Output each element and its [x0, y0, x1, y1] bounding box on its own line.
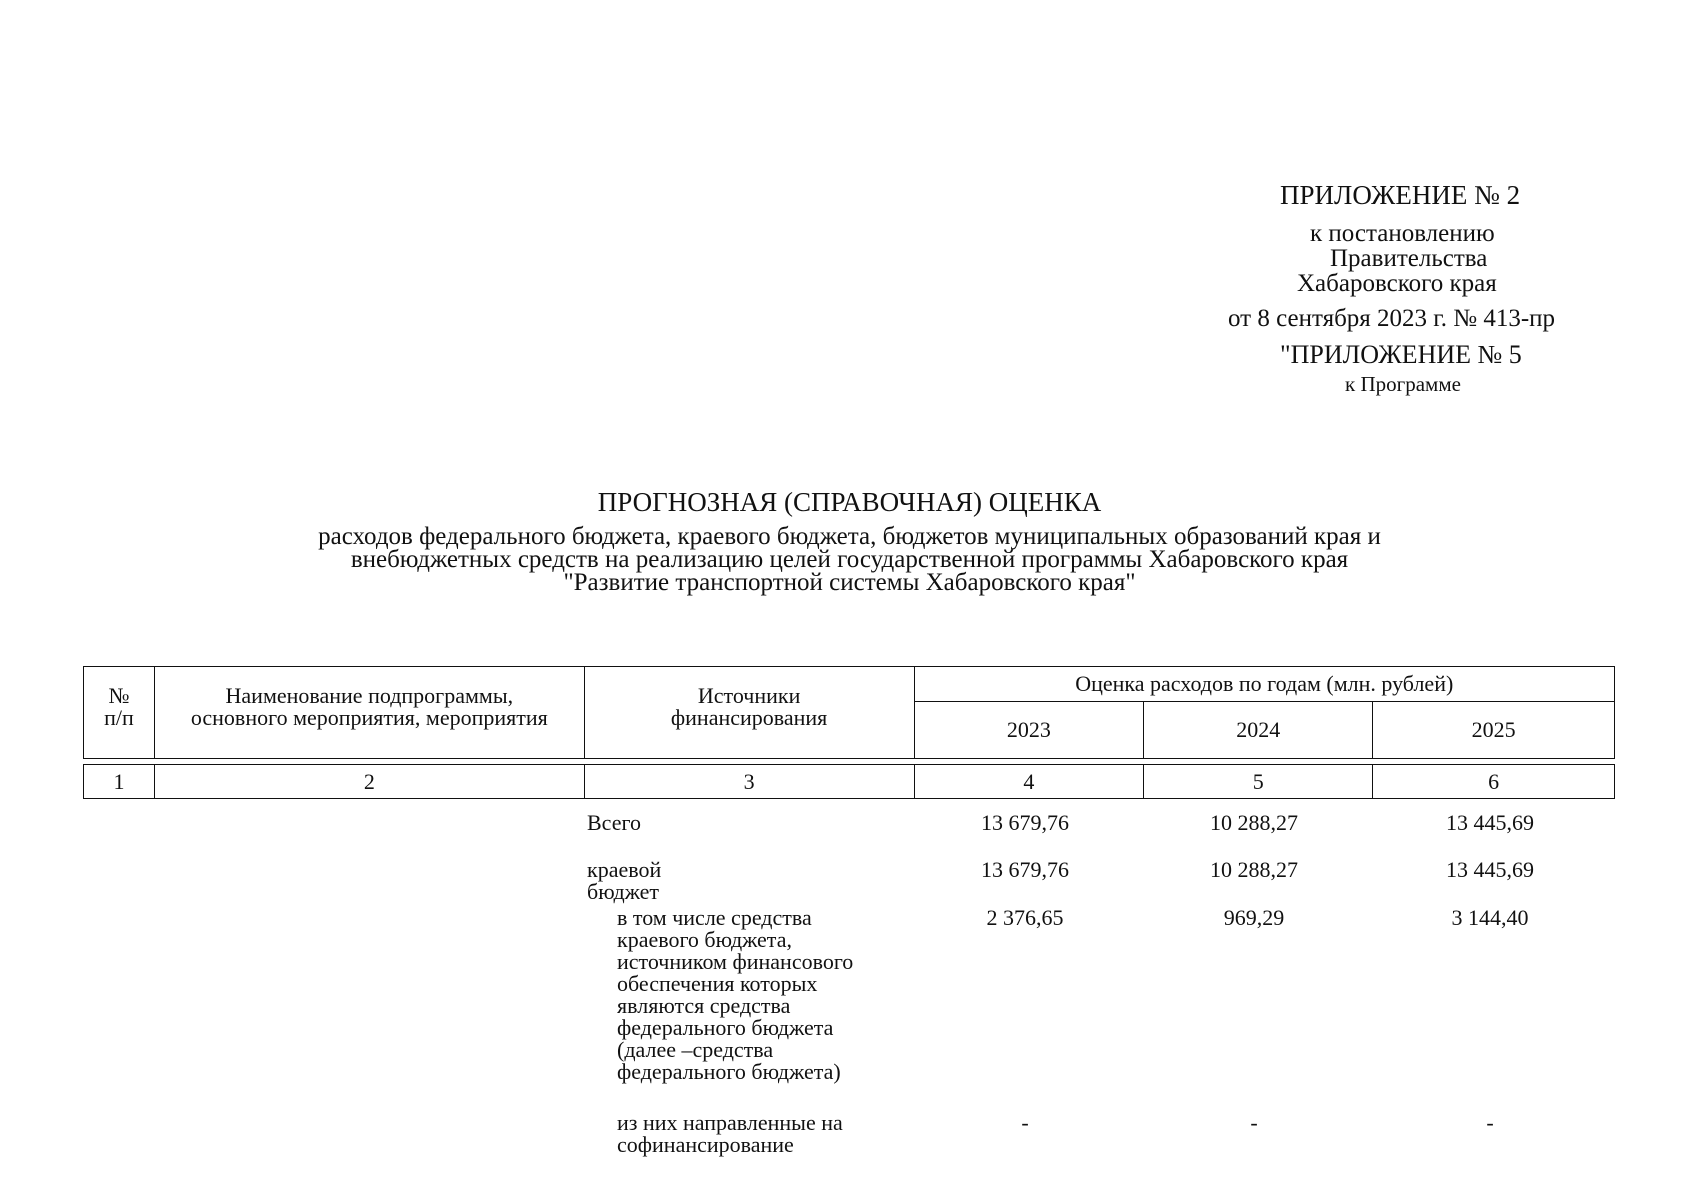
- column-number: 3: [584, 765, 914, 799]
- appendix-date-number: от 8 сентября 2023 г. № 413-пр: [1228, 305, 1556, 332]
- row-source: Всего: [587, 810, 641, 835]
- row-value-2023: 2 376,65: [986, 905, 1064, 930]
- header-year-2024: 2024: [1144, 702, 1373, 759]
- appendix-to-resolution: к постановлению: [1310, 220, 1495, 247]
- table-header: [83, 666, 1615, 799]
- header-name: Наименование подпрограммы, основного мероприятия, мероприятия: [154, 667, 584, 759]
- subtitle-line: "Развитие транспортной системы Хабаровского края": [563, 569, 1136, 596]
- row-value-2024: 10 288,27: [1210, 810, 1298, 835]
- subtitle-line: внебюджетных средств на реализацию целей государственной программы Хабаровского края: [350, 546, 1349, 573]
- column-number: 5: [1144, 765, 1373, 799]
- row-value-2023: 13 679,76: [981, 810, 1069, 835]
- row-value-2023: -: [1021, 1110, 1029, 1135]
- column-number: 6: [1373, 765, 1615, 799]
- column-number: 4: [914, 765, 1144, 799]
- header-year-2025: 2025: [1373, 702, 1615, 759]
- appendix-5-title: "ПРИЛОЖЕНИЕ № 5: [1280, 340, 1522, 369]
- document-title: ПРОГНОЗНАЯ (СПРАВОЧНАЯ) ОЦЕНКА: [597, 487, 1102, 517]
- header-num: № п/п: [84, 667, 155, 759]
- row-source: из них направленные на софинансирование: [617, 1110, 843, 1157]
- row-value-2025: 13 445,69: [1446, 857, 1534, 882]
- row-value-2025: -: [1486, 1110, 1494, 1135]
- appendix-region: Хабаровского края: [1297, 270, 1497, 297]
- row-value-2024: -: [1250, 1110, 1258, 1135]
- row-value-2024: 969,29: [1223, 905, 1285, 930]
- appendix-government: Правительства: [1330, 245, 1488, 272]
- row-value-2024: 10 288,27: [1210, 857, 1298, 882]
- column-number: 1: [84, 765, 155, 799]
- row-value-2023: 13 679,76: [981, 857, 1069, 882]
- row-value-2025: 3 144,40: [1451, 905, 1529, 930]
- appendix-title: ПРИЛОЖЕНИЕ № 2: [1280, 180, 1521, 210]
- header-estimate: Оценка расходов по годам (млн. рублей): [914, 667, 1614, 702]
- header-source: Источники финансирования: [584, 667, 914, 759]
- subtitle-line: расходов федерального бюджета, краевого бюджета, бюджетов муниципальных образований края и: [318, 523, 1381, 550]
- row-value-2025: 13 445,69: [1446, 810, 1534, 835]
- column-number: 2: [154, 765, 584, 799]
- row-source: краевой бюджет: [587, 857, 662, 904]
- header-year-2023: 2023: [914, 702, 1144, 759]
- appendix-to-program: к Программе: [1345, 372, 1461, 396]
- row-source: в том числе средства краевого бюджета, источником финансового обеспечения которых являются средства федерального бюджета (далее –средства федерального бюджета): [617, 905, 854, 1084]
- document-subtitle: [0, 525, 1699, 594]
